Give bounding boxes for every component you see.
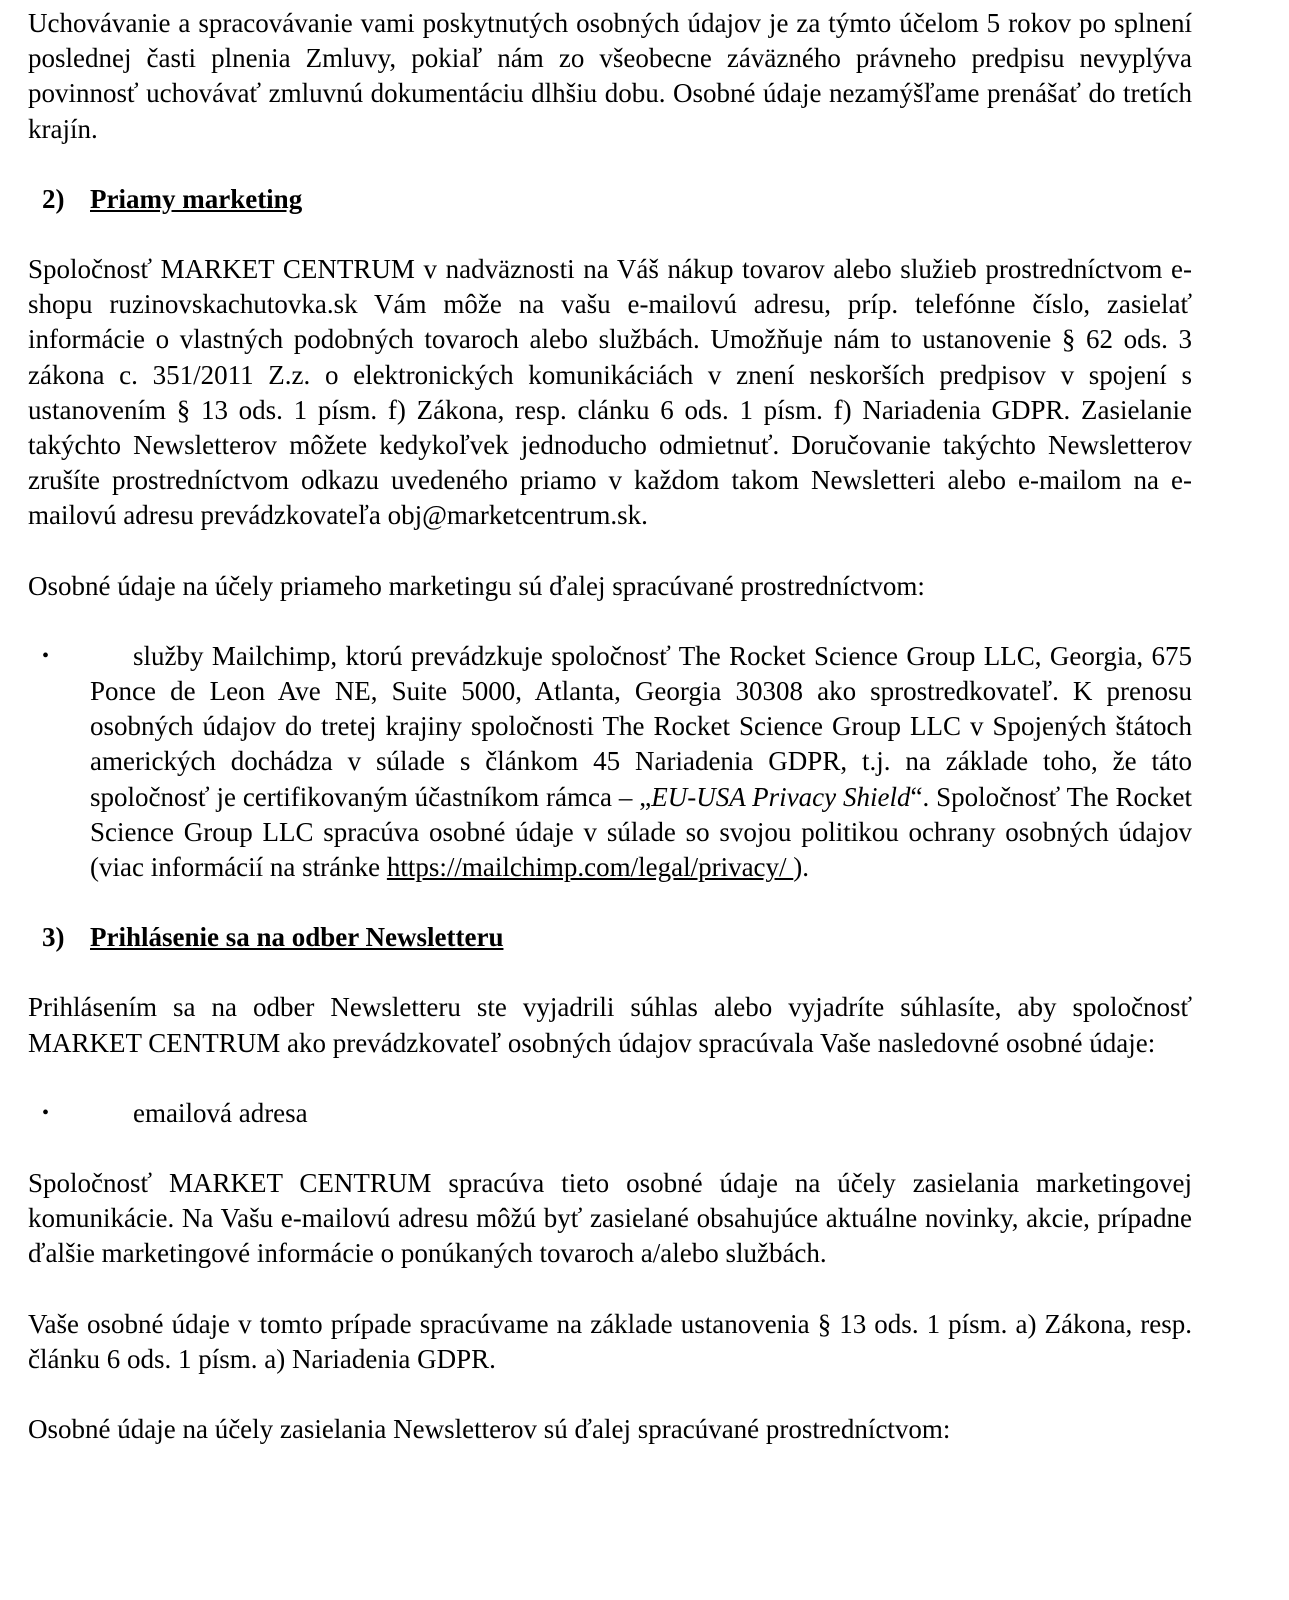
privacy-shield-name: EU-USA Privacy Shield xyxy=(651,781,911,812)
section-3-number: 3) xyxy=(42,922,65,953)
newsletter-processors-intro: Osobné údaje na účely zasielania Newsletterov sú ďalej spracúvané prostredníctvom: xyxy=(28,1414,951,1445)
mailchimp-privacy-link[interactable]: https://mailchimp.com/legal/privacy/ xyxy=(386,852,794,883)
bullet-icon: • xyxy=(42,1101,50,1124)
marketing-processors-intro: Osobné údaje na účely priameho marketingu sú ďalej spracúvané prostredníctvom: xyxy=(28,570,925,601)
newsletter-consent-paragraph: Prihlásením sa na odber Newsletteru ste vyjadrili súhlas alebo vyjadríte súhlasíte, aby spoločnosť MARKET CENTRUM ako prevádzkovateľ osobných údajov spracúvala Vaše nasledovné osobné údaje: xyxy=(28,992,1192,1058)
newsletter-legal-basis-paragraph: Vaše osobné údaje v tomto prípade spracúvame na základe ustanovenia § 13 ods. 1 písm. a) Zákona, resp. článku 6 ods. 1 písm. a) Nariadenia GDPR. xyxy=(28,1308,1192,1374)
section-2-number: 2) xyxy=(42,183,65,214)
section-3-heading xyxy=(42,920,1192,955)
section-2-heading xyxy=(42,182,1192,217)
bullet-icon: • xyxy=(42,644,50,667)
mailchimp-list-item xyxy=(28,639,1192,885)
email-item-text: emailová adresa xyxy=(133,1097,308,1128)
document-page xyxy=(28,6,1192,1447)
retention-paragraph: Uchovávanie a spracovávanie vami poskytnutých osobných údajov je za týmto účelom 5 rokov po splnení poslednej časti plnenia Zmluvy, pokiaľ nám zo všeobecne záväzného právneho predpisu nevyplýva povinnosť uchovávať zmluvnú dokumentáciu dlhšiu dobu. Osobné údaje nezamýšľame prenášať do tretích krajín. xyxy=(28,8,1192,144)
section-3-title: Prihlásenie sa na odber Newsletteru xyxy=(90,922,504,953)
direct-marketing-paragraph: Spoločnosť MARKET CENTRUM v nadväznosti na Váš nákup tovarov alebo služieb prostredníctvom e-shopu ruzinovskachutovka.sk Vám môže na vašu e-mailovú adresu, príp. telefónne číslo, zasielať informácie o vlastných podobných tovaroch alebo službách. Umožňuje nám to ustanovenie § 62 ods. 3 zákona c. 351/2011 Z.z. o elektronických komunikáciách v znení neskorších predpisov v spojení s ustanovením § 13 ods. 1 písm. f) Zákona, resp. clánku 6 ods. 1 písm. f) Nariadenia GDPR. Zasielanie takýchto Newsletterov môžete kedykoľvek jednoducho odmietnuť. Doručovanie takýchto Newsletterov zrušíte prostredníctvom odkazu uvedeného priamo v každom takom Newsletteri alebo e-mailom na e-mailovú adresu prevádzkovateľa obj@marketcentrum.sk. xyxy=(28,254,1192,531)
newsletter-purpose-paragraph: Spoločnosť MARKET CENTRUM spracúva tieto osobné údaje na účely zasielania marketingovej komunikácie. Na Vašu e-mailovú adresu môžú byť zasielané obsahujúce aktuálne novinky, akcie, prípadne ďalšie marketingové informácie o ponúkaných tovaroch a/alebo službách. xyxy=(28,1168,1192,1269)
email-list-item xyxy=(28,1096,1192,1131)
mailchimp-paragraph: služby Mailchimp, ktorú prevádzkuje spoločnosť The Rocket Science Group LLC, Georgia, 675 Ponce de Leon Ave NE, Suite 5000, Atlanta, Georgia 30308 ako sprostredkovateľ. K prenosu osobných údajov do tretej krajiny spoločnosti The Rocket Science Group LLC v Spojených štátoch amerických dochádza v súlade s článkom 45 Nariadenia GDPR, t.j. na základe toho, že táto spoločnosť je certifikovaným účastníkom rámca – „EU-USA Privacy Shield“. Spoločnosť The Rocket Science Group LLC spracúva osobné údaje v súlade so svojou politikou ochrany osobných údajov (viac informácií na stránke https://mailchimp.com/legal/privacy/ ). xyxy=(90,640,1192,883)
section-2-title: Priamy marketing xyxy=(90,183,303,214)
